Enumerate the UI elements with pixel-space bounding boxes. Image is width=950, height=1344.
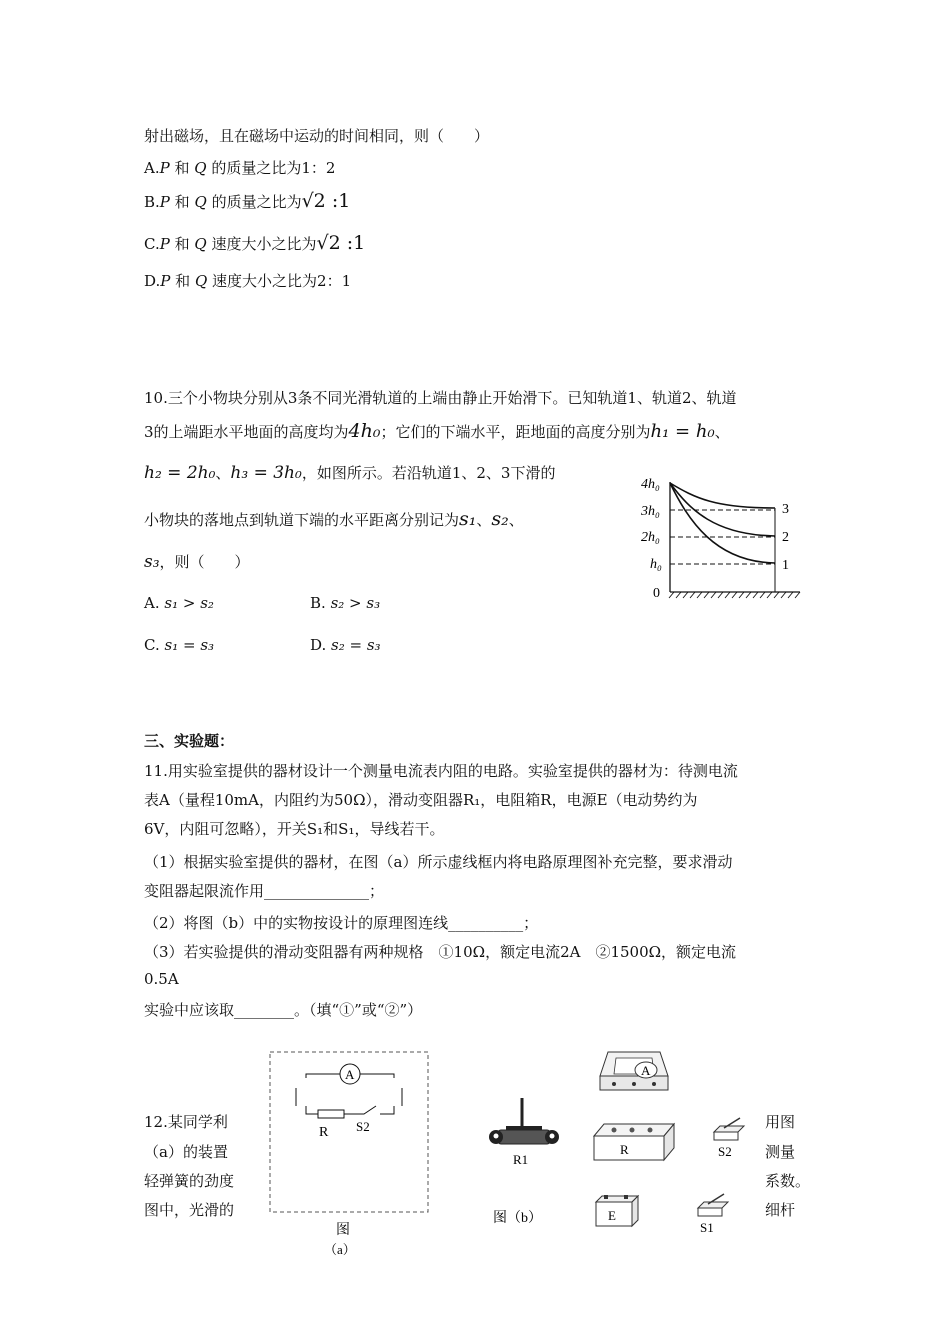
label-zero: 0 bbox=[653, 586, 660, 601]
track-figure bbox=[640, 470, 800, 610]
label-3h0: 3h₀ bbox=[641, 504, 660, 519]
q11-part1-cont: 变阻器起限流作用______________； bbox=[144, 882, 385, 900]
label-4h0: 4h₀ bbox=[641, 477, 660, 492]
figure-a bbox=[268, 1050, 438, 1260]
label-track-2: 2 bbox=[782, 530, 789, 545]
q12-left-line3: 轻弹簧的劲度 bbox=[144, 1172, 235, 1190]
q10-option-a: A. s₁ > s₂ bbox=[144, 594, 214, 612]
label-2h0: 2h₀ bbox=[641, 530, 660, 545]
rheostat-label: R1 bbox=[513, 1152, 529, 1167]
ammeter-device bbox=[600, 1052, 668, 1090]
q10-line1: 10.三个小物块分别从3条不同光滑轨道的上端由静止开始滑下。已知轨道1、轨道2、轨道 bbox=[144, 389, 737, 407]
q12-right-line3: 系数。 bbox=[765, 1172, 811, 1190]
q9-option-a: A.P 和 Q 的质量之比为1：2 bbox=[144, 159, 336, 177]
resistance-box-device bbox=[594, 1124, 674, 1160]
q10-option-b: B. s₂ > s₃ bbox=[310, 594, 381, 612]
q10-option-d: D. s₂ = s₃ bbox=[310, 636, 381, 654]
ammeter-label: A bbox=[345, 1067, 355, 1082]
q10-line3: h₂ = 2h₀、h₃ = 3h₀，如图所示。若沿轨道1、2、3下滑的 bbox=[144, 463, 556, 483]
q12-left-line2: （a）的装置 bbox=[144, 1143, 228, 1161]
figure-b bbox=[488, 1048, 758, 1238]
q10-line4: 小物块的落地点到轨道下端的水平距离分别记为s₁、s₂、 bbox=[144, 508, 524, 530]
resistance-box-label: R bbox=[620, 1142, 629, 1157]
q11-part2: （2）将图（b）中的实物按设计的原理图连线__________； bbox=[144, 914, 539, 932]
q12-left-line1: 12.某同学利 bbox=[144, 1113, 228, 1131]
ground-hatching bbox=[669, 592, 800, 598]
q11-part3: （3）若实验提供的滑动变阻器有两种规格 ①10Ω，额定电流2A ②1500Ω，额定电流 bbox=[144, 943, 737, 961]
q12-right-line1: 用图 bbox=[765, 1113, 796, 1131]
caption-b: 图（b） bbox=[493, 1211, 542, 1226]
q11-part1: （1）根据实验室提供的器材，在图（a）所示虚线框内将电路原理图补充完整，要求滑动 bbox=[144, 853, 733, 871]
q9-option-d: D.P 和 Q 速度大小之比为2：1 bbox=[144, 272, 352, 290]
label-h0: h₀ bbox=[650, 557, 662, 572]
track-3 bbox=[670, 483, 775, 508]
q12-right-line4: 细杆 bbox=[765, 1201, 796, 1219]
q10-line5: s₃，则（ ） bbox=[144, 552, 250, 572]
switch-s2-label: S2 bbox=[718, 1144, 732, 1159]
q9-option-c: C.P 和 Q 速度大小之比为√2 :1 bbox=[144, 232, 366, 254]
switch-s1-device bbox=[698, 1194, 728, 1235]
q11-line3: 6V，内阻可忽略），开关S₁和S₁，导线若干。 bbox=[144, 820, 445, 838]
label-track-1: 1 bbox=[782, 558, 789, 573]
switch-s2-device bbox=[714, 1118, 744, 1159]
q11-part3-cont: 0.5A bbox=[144, 970, 179, 988]
battery-label: E bbox=[608, 1208, 616, 1223]
caption-a-1: 图 bbox=[336, 1223, 350, 1238]
rheostat-device bbox=[489, 1098, 559, 1167]
section-title: 三、实验题： bbox=[144, 732, 235, 750]
q10-option-c: C. s₁ = s₃ bbox=[144, 636, 215, 654]
caption-a-2: （a） bbox=[324, 1242, 356, 1257]
resistor-symbol bbox=[318, 1110, 344, 1118]
switch-label: S2 bbox=[356, 1119, 370, 1134]
q9-stem-end: 射出磁场，且在磁场中运动的时间相同，则（ ） bbox=[144, 127, 490, 145]
q11-line1: 11.用实验室提供的器材设计一个测量电流表内阻的电路。实验室提供的器材为：待测电流 bbox=[144, 762, 738, 780]
q11-part3-answer: 实验中应该取________。（填“①”或“②”） bbox=[144, 1001, 423, 1019]
ammeter-device-label: A bbox=[641, 1063, 651, 1078]
q12-left-line4: 图中，光滑的 bbox=[144, 1201, 235, 1219]
q9-option-b: B.P 和 Q 的质量之比为√2 :1 bbox=[144, 190, 351, 212]
switch-s1-label: S1 bbox=[700, 1220, 714, 1235]
label-track-3: 3 bbox=[782, 502, 789, 517]
battery-device bbox=[596, 1195, 638, 1226]
q10-line2: 3的上端距水平地面的高度均为4h₀；它们的下端水平，距地面的高度分别为h₁ = h₀、 bbox=[144, 420, 730, 442]
q11-line2: 表A（量程10mA，内阻约为50Ω），滑动变阻器R₁，电阻箱R，电源E（电动势约为 bbox=[144, 791, 698, 809]
track-1 bbox=[670, 483, 775, 563]
q12-right-line2: 测量 bbox=[765, 1143, 796, 1161]
resistor-label: R bbox=[319, 1125, 329, 1140]
